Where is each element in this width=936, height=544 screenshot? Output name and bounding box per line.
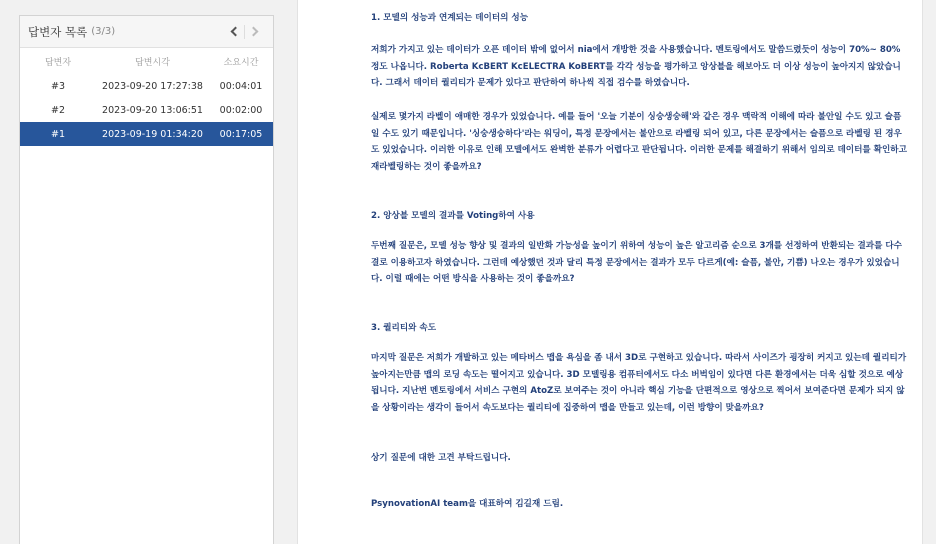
table-row-selected[interactable] [20, 122, 273, 146]
respondent-id: #3 [50, 80, 65, 92]
column-header-time: 답변시각 [135, 57, 170, 68]
answer-time: 2023-09-20 17:27:38 [102, 80, 203, 92]
paragraph-1: 저희가 가지고 있는 데이터가 오픈 데이터 밖에 없어서 nia에서 개방한 것을 사용했습니다. 멘토링에서도 말씀드렸듯이 성능이 70%~ 80% 정도 나옵니다. Roberta KcBERT KcELECTRA KoBERT를 각각 성능을 평가하고 앙상블을 해보아도 더 이상 성능이 높아지지 않았습니다. 그래서 데이터 퀄리티가 문제가 있다고 판단하여 하나씩 직접 검수를 하였습니다. [371, 45, 901, 88]
panel-header [20, 16, 273, 48]
table-header [20, 48, 273, 74]
paragraph-signature: PsynovationAI team을 대표하여 김길재 드림. [371, 499, 564, 509]
respondent-id: #1 [50, 128, 65, 140]
prev-page-button[interactable] [224, 22, 244, 42]
respondent-id: #2 [50, 104, 65, 116]
column-header-respondent: 답변자 [44, 57, 72, 68]
section-heading-3: 3. 퀄리티와 속도 [371, 323, 437, 333]
panel-count: (3/3) [91, 26, 116, 37]
answer-time: 2023-09-20 13:06:51 [102, 104, 203, 116]
section-heading-2: 2. 앙상블 모델의 결과를 Voting하여 사용 [371, 211, 535, 221]
paragraph-3: 두번째 질문은, 모델 성능 향상 및 결과의 일반화 가능성을 높이기 위하여 성능이 높은 알고리즘 순으로 3개를 선정하여 반환되는 결과를 다수결로 이용하고자 하였습니다. 그런데 예상했던 것과 달리 특정 문장에서는 결과가 모두 다르게(예: 슬픔, 불안, 기쁨) 나오는 경우가 있었습니다. 이럴 때에는 어떤 방식을 사용하는 것이 좋을까요? [371, 241, 902, 284]
pager [224, 22, 265, 42]
table-row[interactable] [20, 98, 273, 122]
respondent-list-panel [19, 15, 274, 544]
chevron-right-icon [249, 27, 259, 37]
table-row[interactable] [20, 74, 273, 98]
paragraph-2: 실제로 몇가지 라벨이 애매한 경우가 있었습니다. 예를 들어 '오늘 기분이 싱숭생숭해'와 같은 경우 맥락적 이해에 따라 불안일 수도 있고 슬픔일 수도 있기 때문입니다. '싱숭생숭하다'라는 워딩이, 특정 문장에서는 불안으로 라벨링 되어 있고, 다른 문장에서는 슬픔으로 라벨링 된 경우도 있었습니다. 이러한 이유로 인해 모델에서도 완벽한 분류가 어렵다고 판단됩니다. 이러한 문제를 해결하기 위해서 임의로 데이터를 확인하고 재라벨링하는 것이 좋을까요? [371, 112, 907, 172]
chevron-left-icon [231, 27, 241, 37]
answer-document [297, 0, 923, 544]
panel-title: 답변자 목록 [28, 24, 88, 39]
paragraph-4: 마지막 질문은 저희가 개발하고 있는 메타버스 맵을 욕심을 좀 내서 3D로 구현하고 있습니다. 따라서 사이즈가 굉장히 커지고 있는데 퀄리티가 높아지는만큼 맵의 로딩 속도는 떨어지고 있습니다. 3D 모델링용 컴퓨터에서도 다소 버벅임이 있다면 다른 환경에서는 더욱 심할 것으로 예상됩니다. 지난번 멘토링에서 서비스 구현의 AtoZ로 보여주는 것이 아니라 핵심 기능을 단편적으로 영상으로 찍어서 보여준다면 문제가 되지 않을 상황이라는 생각이 들어서 속도보다는 퀄리티에 집중하여 맵을 만들고 있는데, 이런 방향이 맞을까요? [371, 353, 907, 413]
column-header-duration: 소요시간 [223, 57, 259, 68]
answer-time: 2023-09-19 01:34:20 [102, 128, 203, 140]
paragraph-closing: 상기 질문에 대한 고견 부탁드립니다. [371, 453, 511, 463]
answer-duration: 00:02:00 [219, 104, 263, 116]
section-heading-1: 1. 모델의 성능과 연계되는 데이터의 성능 [371, 13, 529, 23]
answer-duration: 00:17:05 [219, 128, 263, 140]
answer-duration: 00:04:01 [219, 80, 263, 92]
next-page-button[interactable] [245, 22, 265, 42]
